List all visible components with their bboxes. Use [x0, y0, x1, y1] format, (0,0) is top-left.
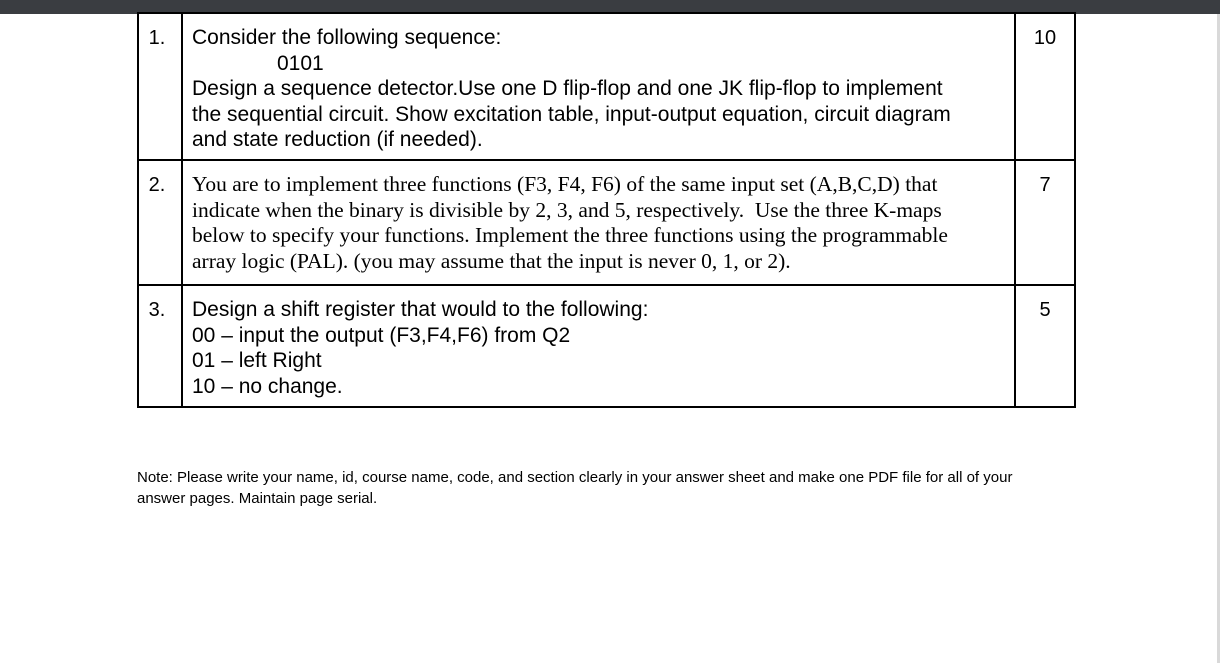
question-row-2 — [138, 160, 1075, 285]
question-row-3 — [138, 285, 1075, 407]
question-number-cell — [138, 285, 182, 407]
marks-cell — [1015, 13, 1075, 160]
question-line: array logic (PAL). (you may assume that the input is never 0, 1, or 2). — [192, 248, 791, 273]
sequence-value: 0101 — [277, 51, 324, 75]
question-number-cell — [138, 13, 182, 160]
question-line: Design a shift register that would to the following: — [192, 298, 649, 321]
question-number: 2. — [148, 174, 166, 196]
question-body-cell — [182, 285, 1015, 407]
note-line-1: Note: Please write your name, id, course name, code, and section clearly in your answer sheet and make one PDF file for all of your — [137, 469, 1013, 486]
question-line: 00 – input the output (F3,F4,F6) from Q2 — [192, 323, 571, 347]
question-body-cell — [182, 160, 1015, 285]
instructions-note — [137, 467, 1087, 509]
question-number-cell — [138, 160, 182, 285]
question-marks: 7 — [1039, 174, 1051, 196]
question-marks: 10 — [1033, 27, 1057, 49]
question-line: Design a sequence detector.Use one D flip-flop and one JK flip-flop to implement — [192, 77, 943, 100]
questions-table — [137, 12, 1076, 408]
question-line: below to specify your functions. Implement the three functions using the programmable — [192, 223, 948, 247]
question-number: 1. — [148, 27, 166, 49]
marks-cell — [1015, 285, 1075, 407]
note-line-2: answer pages. Maintain page serial. — [137, 490, 378, 507]
question-body-cell — [182, 13, 1015, 160]
question-line: 01 – left Right — [192, 349, 322, 372]
question-line: the sequential circuit. Show excitation table, input-output equation, circuit diagram — [192, 102, 951, 126]
question-line: 10 – no change. — [192, 374, 343, 398]
marks-cell — [1015, 160, 1075, 285]
question-number: 3. — [148, 299, 166, 321]
question-row-1 — [138, 13, 1075, 160]
question-marks: 5 — [1039, 299, 1051, 321]
question-line: and state reduction (if needed). — [192, 128, 483, 151]
question-line: You are to implement three functions (F3, F4, F6) of the same input set (A,B,C,D) that — [192, 172, 938, 196]
question-line: Consider the following sequence: — [192, 26, 502, 49]
question-line: indicate when the binary is divisible by 2, 3, and 5, respectively. Use the three K-maps — [192, 197, 942, 222]
